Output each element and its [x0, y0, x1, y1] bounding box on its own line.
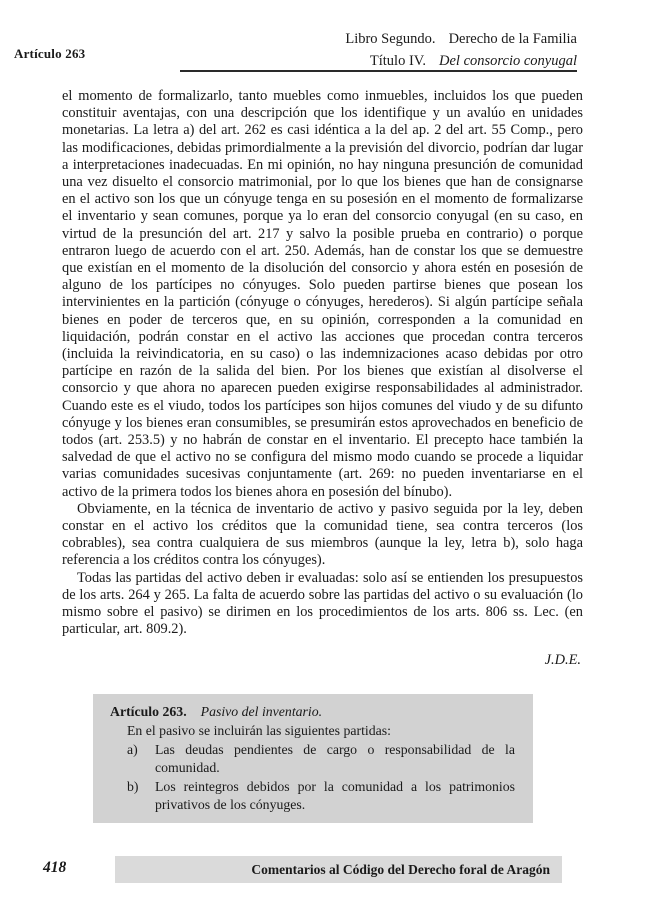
article-box-heading: [110, 703, 515, 721]
book-title-label: Derecho de la Familia: [448, 31, 577, 47]
list-item-text: Los reintegros debidos por la comunidad a los patrimonios privativos de los cónyuges.: [155, 778, 515, 813]
list-item-a: [127, 741, 515, 778]
author-initials: J.D.E.: [544, 651, 581, 668]
footer-bar: [115, 856, 562, 883]
list-item-marker: a): [127, 741, 138, 757]
commentary-paragraph-1: el momento de formalizarlo, tanto muebles como inmuebles, incluidos los que pueden constituir aventajas, con una descripción que los identifique y un avalúo en unidades monetarias. La letra a) del art. 262 es casi idéntica a la del ap. 2 del art. 55 Comp., pero las modificaciones, debidas primordialmente a la previsión del divorcio, podrían dar lugar a interpretaciones inadecuadas. En mi opinión, no hay ninguna presunción de comunidad una vez disuelto el consorcio matrimonial, por lo que los bienes que han de consignarse en el activo son los que un cónyuge tenga en su posesión en el momento de formalizarse el inventario y sean comunes, porque ya lo eran del consorcio conyugal (en su caso, en virtud de la presunción del art. 217 y salvo la posible prueba en contrario) o porque entraron luego de acuerdo con el art. 250. Además, han de constar los que se demuestre que existían en el momento de la disolución del consorcio y ahora estén en posesión de alguno de los partícipes no cónyuges. Solo pueden partirse bienes que posean los intervinientes en la partición (cónyuge o cónyuges, herederos). Si algún partícipe señala bienes en poder de terceros que, en su opinión, corresponden a la comunidad en liquidación, podrán constar en el activo las acciones que procedan contra terceros (incluida la reivindicatoria, en su caso) o las indemnizaciones acaso debidas por otro partícipe en razón de la salida del bien. Por los bienes que existían al disolverse el consorcio y que ahora no aparecen pueden exigirse responsabilidades al administrador. Cuando este es el viudo, todos los partícipes son hijos comunes del viudo y de su difunto cónyuge y los bienes eran consumibles, se presumirán estos aprovechados en beneficio de todos (art. 253.5) y no habrán de constar en el inventario. El precepto hace también la salvedad de que el activo no se configura del mismo modo cuando se procede a liquidar varias comunidades sucesivas conjuntamente (art. 269: no pueden inventariarse en el activo de la primera todos los bienes ahora en posesión del bínubo).: [62, 88, 583, 500]
article-title-label: Pasivo del inventario.: [200, 704, 323, 719]
article-number-label: Artículo 263.: [110, 704, 187, 719]
article-box-intro: En el pasivo se incluirán las siguientes partidas:: [127, 723, 391, 739]
header-rule: [180, 70, 577, 72]
commentary-text: [62, 88, 583, 669]
list-item-text: Las deudas pendientes de cargo o responsabilidad de la comunidad.: [155, 741, 515, 776]
running-footer-title: Comentarios al Código del Derecho foral de Aragón: [251, 861, 550, 877]
running-head-book-line: [345, 28, 577, 50]
title-name-label: Del consorcio conyugal: [439, 53, 577, 69]
list-item-marker: b): [127, 778, 139, 794]
running-head-right: [345, 28, 577, 72]
commentary-paragraph-3: Todas las partidas del activo deben ir evaluadas: solo así se entienden los presupuestos de los arts. 264 y 265. La falta de acuerdo sobre las partidas del activo o su evaluación (lo mismo sobre el pasivo) se dirimen en los procedimientos de los arts. 806 ss. Lec. (en particular, art. 809.2).: [62, 569, 583, 638]
article-box: [93, 694, 533, 823]
running-head-article: Artículo 263: [14, 46, 86, 61]
title-part-label: Título IV.: [369, 53, 427, 69]
page-number: 418: [43, 859, 67, 876]
running-head-title-line: [345, 50, 577, 72]
list-item-b: [127, 778, 515, 815]
commentary-paragraph-2: Obviamente, en la técnica de inventario de activo y pasivo seguida por la ley, deben constar en el activo los créditos que la comunidad tiene, sea contra terceros (los cobrables), sea contra cualquiera de sus miembros (aunque la ley, letra b), solo haga referencia a los créditos contra los cónyuges).: [62, 500, 583, 569]
book-part-label: Libro Segundo.: [345, 31, 436, 47]
